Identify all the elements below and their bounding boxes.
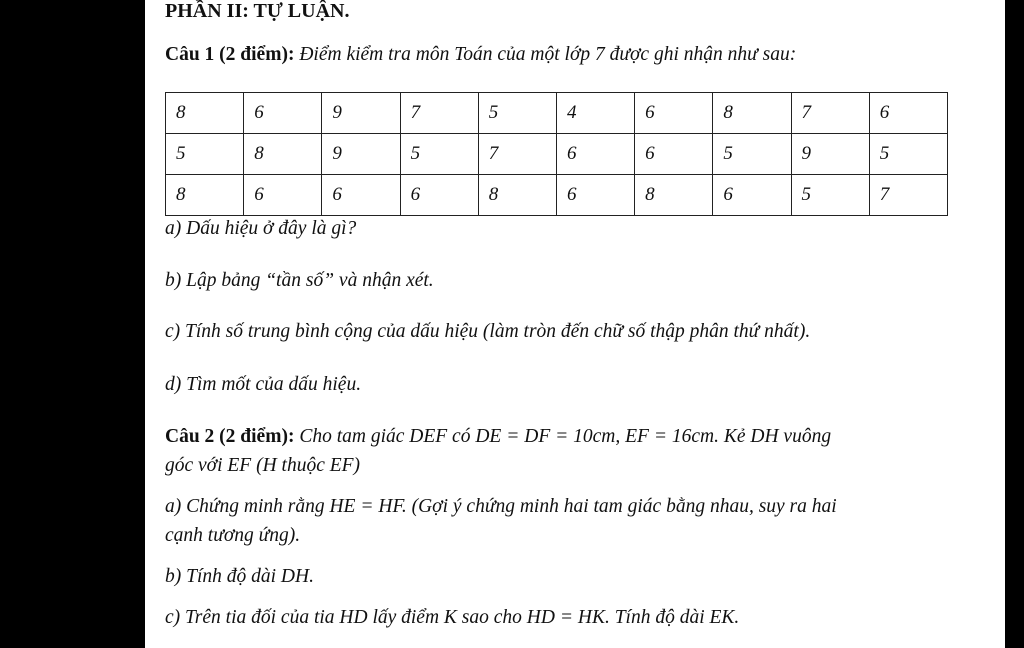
question-2c: c) Trên tia đối của tia HD lấy điểm K sao cho HD = HK. Tính độ dài EK. <box>165 607 740 628</box>
table-cell: 7 <box>791 93 869 134</box>
document-page <box>145 0 1005 648</box>
question-2-prompt-line2: góc với EF (H thuộc EF) <box>165 455 361 476</box>
table-row <box>166 93 948 134</box>
question-1d: d) Tìm mốt của dấu hiệu. <box>165 374 362 395</box>
question-2-text-line1: Cho tam giác DEF có DE = DF = 10cm, EF = 16cm. Kẻ DH vuông <box>294 426 832 447</box>
question-2a-line1: a) Chứng minh rằng HE = HF. (Gợi ý chứng minh hai tam giác bằng nhau, suy ra hai <box>165 496 837 517</box>
table-cell: 6 <box>400 175 478 216</box>
table-cell: 4 <box>556 93 634 134</box>
question-1c: c) Tính số trung bình cộng của dấu hiệu (làm tròn đến chữ số thập phân thứ nhất). <box>165 321 811 342</box>
table-cell: 5 <box>478 93 556 134</box>
table-cell: 8 <box>635 175 713 216</box>
table-cell: 6 <box>244 175 322 216</box>
question-2-heading: Câu 2 (2 điểm): <box>165 426 295 447</box>
table-row <box>166 175 948 216</box>
table-cell: 5 <box>166 134 244 175</box>
table-cell: 6 <box>713 175 791 216</box>
scores-table <box>165 92 948 216</box>
question-2b: b) Tính độ dài DH. <box>165 566 314 587</box>
table-cell: 9 <box>322 134 400 175</box>
question-2a-line2: cạnh tương ứng). <box>165 525 301 546</box>
table-cell: 5 <box>400 134 478 175</box>
table-cell: 5 <box>869 134 947 175</box>
table-cell: 6 <box>556 175 634 216</box>
table-cell: 8 <box>478 175 556 216</box>
table-cell: 5 <box>713 134 791 175</box>
table-cell: 6 <box>635 134 713 175</box>
table-cell: 8 <box>244 134 322 175</box>
question-1-prompt <box>165 44 796 66</box>
table-cell: 8 <box>166 93 244 134</box>
question-1b: b) Lập bảng “tần số” và nhận xét. <box>165 270 434 291</box>
table-cell: 6 <box>556 134 634 175</box>
table-row <box>166 134 948 175</box>
right-black-margin <box>1005 0 1024 648</box>
table-cell: 6 <box>869 93 947 134</box>
table-cell: 8 <box>713 93 791 134</box>
table-cell: 5 <box>791 175 869 216</box>
table-cell: 6 <box>244 93 322 134</box>
scores-table-body <box>166 93 948 216</box>
table-cell: 7 <box>869 175 947 216</box>
table-cell: 6 <box>322 175 400 216</box>
table-cell: 9 <box>322 93 400 134</box>
section-title: PHẦN II: TỰ LUẬN. <box>165 0 350 22</box>
question-1-text: Điểm kiểm tra môn Toán của một lớp 7 được ghi nhận như sau: <box>294 44 797 65</box>
table-cell: 8 <box>166 175 244 216</box>
question-1a: a) Dấu hiệu ở đây là gì? <box>165 218 357 239</box>
question-2-prompt-line1 <box>165 426 831 448</box>
table-cell: 7 <box>478 134 556 175</box>
question-1-heading: Câu 1 (2 điểm): <box>165 44 295 65</box>
table-cell: 7 <box>400 93 478 134</box>
table-cell: 6 <box>635 93 713 134</box>
table-cell: 9 <box>791 134 869 175</box>
